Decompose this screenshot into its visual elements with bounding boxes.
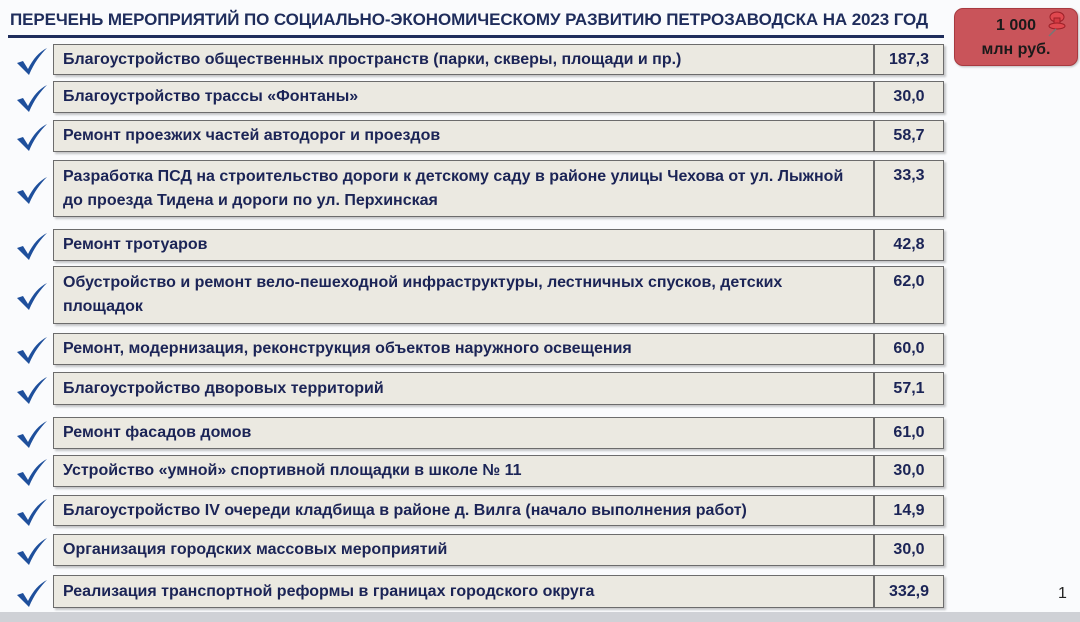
- item-value: 33,3: [874, 160, 944, 217]
- check-icon: [14, 537, 50, 567]
- check-icon: [14, 123, 50, 153]
- item-text: Благоустройство общественных пространств (парки, скверы, площади и пр.): [53, 44, 874, 75]
- item-text: Ремонт проезжих частей автодорог и проездов: [53, 120, 874, 152]
- item-value: 30,0: [874, 81, 944, 113]
- item-text: Организация городских массовых мероприятий: [53, 534, 874, 566]
- item-text: Разработка ПСД на строительство дороги к детскому саду в районе улицы Чехова от ул. Лыжной до проезда Тидена и дороги по ул. Перхинская: [53, 160, 874, 217]
- footer-bar: [0, 612, 1080, 622]
- item-text: Устройство «умной» спортивной площадки в школе № 11: [53, 455, 874, 487]
- page-title: ПЕРЕЧЕНЬ МЕРОПРИЯТИЙ ПО СОЦИАЛЬНО-ЭКОНОМИЧЕСКОМУ РАЗВИТИЮ ПЕТРОЗАВОДСКА НА 2023 ГОД: [10, 10, 928, 29]
- total-unit: млн руб.: [981, 41, 1051, 58]
- check-icon: [14, 420, 50, 450]
- item-value: 57,1: [874, 372, 944, 405]
- item-text: Реализация транспортной реформы в границах городского округа: [53, 575, 874, 608]
- item-value: 42,8: [874, 229, 944, 261]
- item-value: 60,0: [874, 333, 944, 365]
- check-icon: [14, 47, 50, 77]
- check-icon: [14, 336, 50, 366]
- item-text: Благоустройство дворовых территорий: [53, 372, 874, 405]
- item-value: 61,0: [874, 417, 944, 449]
- item-text: Обустройство и ремонт вело-пешеходной инфраструктуры, лестничных спусков, детских площадок: [53, 266, 874, 324]
- item-value: 30,0: [874, 534, 944, 566]
- check-icon: [14, 84, 50, 114]
- item-text: Благоустройство IV очереди кладбища в районе д. Вилга (начало выполнения работ): [53, 495, 874, 526]
- total-amount: 1 000: [995, 17, 1037, 34]
- check-icon: [14, 498, 50, 528]
- item-value: 30,0: [874, 455, 944, 487]
- item-text: Ремонт тротуаров: [53, 229, 874, 261]
- pushpin-icon: [1041, 9, 1069, 37]
- item-value: 332,9: [874, 575, 944, 608]
- check-icon: [14, 579, 50, 609]
- item-text: Ремонт фасадов домов: [53, 417, 874, 449]
- page-number: 1: [1058, 585, 1067, 602]
- item-text: Ремонт, модернизация, реконструкция объектов наружного освещения: [53, 333, 874, 365]
- item-value: 187,3: [874, 44, 944, 75]
- item-value: 14,9: [874, 495, 944, 526]
- check-icon: [14, 376, 50, 406]
- check-icon: [14, 176, 50, 206]
- item-value: 62,0: [874, 266, 944, 324]
- check-icon: [14, 458, 50, 488]
- item-value: 58,7: [874, 120, 944, 152]
- check-icon: [14, 232, 50, 262]
- item-text: Благоустройство трассы «Фонтаны»: [53, 81, 874, 113]
- check-icon: [14, 282, 50, 312]
- title-underline: [8, 35, 944, 38]
